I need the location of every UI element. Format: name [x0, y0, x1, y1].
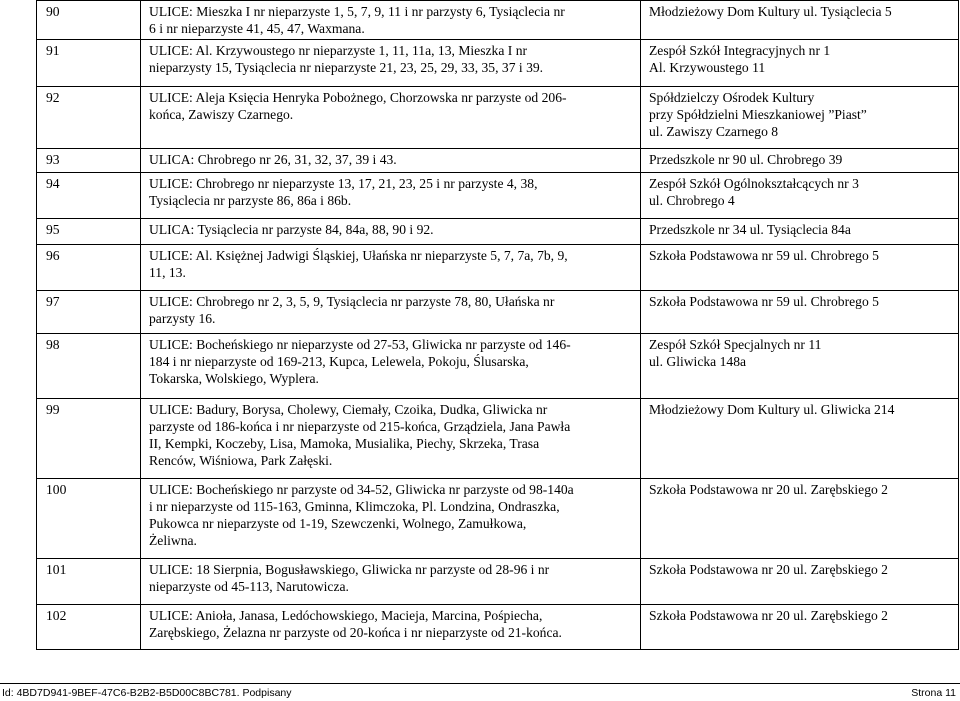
streets-cell [141, 334, 641, 399]
table-row [37, 399, 959, 479]
streets-cell [141, 1, 641, 40]
table-row [37, 219, 959, 245]
streets-line: i nr nieparzyste od 115-163, Gminna, Klimczoka, Pl. Londzina, Ondraszka, [149, 499, 560, 514]
streets-line: parzysty 16. [149, 311, 216, 326]
streets-line: 6 i nr nieparzyste 41, 45, 47, Waxmana. [149, 21, 365, 36]
polling-place-cell [641, 219, 959, 245]
streets-line: Renców, Wiśniowa, Park Załęski. [149, 453, 333, 468]
polling-place-cell [641, 334, 959, 399]
polling-place-line: Przedszkole nr 90 ul. Chrobrego 39 [649, 152, 843, 167]
polling-place-line: Szkoła Podstawowa nr 20 ul. Zarębskiego 2 [649, 482, 888, 497]
table-row [37, 1, 959, 40]
district-number-text: 93 [46, 152, 60, 167]
district-number [37, 219, 141, 245]
table-row [37, 334, 959, 399]
table-row [37, 605, 959, 650]
streets-line: ULICE: Chrobrego nr 2, 3, 5, 9, Tysiąclecia nr parzyste 78, 80, Ułańska nr [149, 294, 555, 309]
district-number-text: 97 [46, 294, 60, 309]
district-number-text: 102 [46, 608, 67, 623]
streets-line: ULICE: Bocheńskiego nr nieparzyste od 27-53, Gliwicka nr parzyste od 146- [149, 337, 571, 352]
streets-cell [141, 40, 641, 87]
polling-place-line: Zespół Szkół Ogólnokształcących nr 3 [649, 176, 859, 191]
polling-place-line: Przedszkole nr 34 ul. Tysiąclecia 84a [649, 222, 851, 237]
polling-place-cell [641, 40, 959, 87]
table-row [37, 87, 959, 149]
streets-line: Pukowca nr nieparzyste od 1-19, Szewczenki, Wolnego, Zamułkowa, [149, 516, 527, 531]
polling-place-line: przy Spółdzielni Mieszkaniowej ”Piast” [649, 107, 867, 122]
streets-line: nieparzyste od 45-113, Narutowicza. [149, 579, 349, 594]
streets-line: ULICA: Tysiąclecia nr parzyste 84, 84a, 88, 90 i 92. [149, 222, 434, 237]
district-number [37, 40, 141, 87]
district-number [37, 605, 141, 650]
polling-place-line: Al. Krzywoustego 11 [649, 60, 766, 75]
district-number [37, 173, 141, 219]
district-number-text: 100 [46, 482, 67, 497]
district-number-text: 92 [46, 90, 60, 105]
district-number-text: 99 [46, 402, 60, 417]
district-number-text: 94 [46, 176, 60, 191]
streets-line: ULICE: Anioła, Janasa, Ledóchowskiego, Macieja, Marcina, Pośpiecha, [149, 608, 543, 623]
polling-place-cell [641, 245, 959, 291]
district-number [37, 291, 141, 334]
streets-line: 11, 13. [149, 265, 186, 280]
district-number [37, 559, 141, 605]
table-row [37, 291, 959, 334]
streets-line: ULICE: Bocheńskiego nr parzyste od 34-52, Gliwicka nr parzyste od 98-140a [149, 482, 574, 497]
polling-place-line: ul. Chrobrego 4 [649, 193, 735, 208]
district-number [37, 245, 141, 291]
streets-line: ULICE: Al. Księżnej Jadwigi Śląskiej, Ułańska nr nieparzyste 5, 7, 7a, 7b, 9, [149, 248, 568, 263]
streets-line: Zarębskiego, Żelazna nr parzyste od 20-końca i nr nieparzyste od 21-końca. [149, 625, 562, 640]
district-number [37, 87, 141, 149]
district-number-text: 95 [46, 222, 60, 237]
streets-line: ULICA: Chrobrego nr 26, 31, 32, 37, 39 i 43. [149, 152, 397, 167]
polling-place-line: Szkoła Podstawowa nr 59 ul. Chrobrego 5 [649, 294, 879, 309]
table-row [37, 479, 959, 559]
streets-line: ULICE: Al. Krzywoustego nr nieparzyste 1, 11, 11a, 13, Mieszka I nr [149, 43, 528, 58]
table-row [37, 245, 959, 291]
streets-cell [141, 173, 641, 219]
streets-cell [141, 399, 641, 479]
streets-line: Żeliwna. [149, 533, 197, 548]
streets-line: II, Kempki, Koczeby, Lisa, Mamoka, Musialika, Piechy, Skrzeka, Trasa [149, 436, 540, 451]
polling-place-cell [641, 149, 959, 173]
streets-line: 184 i nr nieparzyste od 169-213, Kupca, Lelewela, Pokoju, Ślusarska, [149, 354, 529, 369]
streets-line: ULICE: Badury, Borysa, Cholewy, Ciemały, Czoika, Dudka, Gliwicka nr [149, 402, 548, 417]
polling-place-cell [641, 1, 959, 40]
polling-place-cell [641, 559, 959, 605]
table-row [37, 149, 959, 173]
streets-line: parzyste od 186-końca i nr nieparzyste od 215-końca, Grządziela, Jana Pawła [149, 419, 571, 434]
district-number [37, 479, 141, 559]
streets-cell [141, 479, 641, 559]
district-number-text: 90 [46, 4, 60, 19]
polling-place-line: ul. Zawiszy Czarnego 8 [649, 124, 779, 139]
polling-place-line: Szkoła Podstawowa nr 59 ul. Chrobrego 5 [649, 248, 879, 263]
district-number [37, 334, 141, 399]
table-row [37, 40, 959, 87]
polling-place-cell [641, 605, 959, 650]
polling-place-cell [641, 399, 959, 479]
district-number-text: 91 [46, 43, 60, 58]
polling-place-cell [641, 291, 959, 334]
page-number: Strona 11 [911, 687, 956, 699]
streets-cell [141, 245, 641, 291]
polling-place-cell [641, 173, 959, 219]
table-row [37, 559, 959, 605]
district-number-text: 98 [46, 337, 60, 352]
district-number-text: 96 [46, 248, 60, 263]
polling-place-line: Szkoła Podstawowa nr 20 ul. Zarębskiego 2 [649, 608, 888, 623]
polling-place-line: Zespół Szkół Specjalnych nr 11 [649, 337, 822, 352]
district-number [37, 399, 141, 479]
polling-place-line: Szkoła Podstawowa nr 20 ul. Zarębskiego 2 [649, 562, 888, 577]
streets-line: końca, Zawiszy Czarnego. [149, 107, 294, 122]
streets-line: ULICE: 18 Sierpnia, Bogusławskiego, Gliwicka nr parzyste od 28-96 i nr [149, 562, 550, 577]
streets-line: ULICE: Chrobrego nr nieparzyste 13, 17, 21, 23, 25 i nr parzyste 4, 38, [149, 176, 538, 191]
streets-cell [141, 559, 641, 605]
polling-place-line: Młodzieżowy Dom Kultury ul. Tysiąclecia 5 [649, 4, 892, 19]
polling-place-line: Młodzieżowy Dom Kultury ul. Gliwicka 214 [649, 402, 895, 417]
district-number [37, 1, 141, 40]
table-row [37, 173, 959, 219]
streets-line: Tysiąclecia nr parzyste 86, 86a i 86b. [149, 193, 352, 208]
document-id: Id: 4BD7D941-9BEF-47C6-B2B2-B5D00C8BC781. Podpisany [2, 687, 292, 699]
district-table [36, 0, 959, 650]
polling-place-cell [641, 87, 959, 149]
streets-cell [141, 87, 641, 149]
district-number [37, 149, 141, 173]
polling-place-line: ul. Gliwicka 148a [649, 354, 747, 369]
streets-line: ULICE: Mieszka I nr nieparzyste 1, 5, 7, 9, 11 i nr parzysty 6, Tysiąclecia nr [149, 4, 565, 19]
streets-line: Tokarska, Wolskiego, Wyplera. [149, 371, 319, 386]
streets-line: ULICE: Aleja Księcia Henryka Pobożnego, Chorzowska nr parzyste od 206- [149, 90, 567, 105]
streets-line: nieparzysty 15, Tysiąclecia nr nieparzyste 21, 23, 25, 29, 33, 35, 37 i 39. [149, 60, 544, 75]
polling-place-line: Spółdzielczy Ośrodek Kultury [649, 90, 815, 105]
page-footer [0, 683, 960, 701]
polling-place-line: Zespół Szkół Integracyjnych nr 1 [649, 43, 831, 58]
district-number-text: 101 [46, 562, 67, 577]
streets-cell [141, 605, 641, 650]
streets-cell [141, 291, 641, 334]
streets-cell [141, 149, 641, 173]
polling-place-cell [641, 479, 959, 559]
streets-cell [141, 219, 641, 245]
